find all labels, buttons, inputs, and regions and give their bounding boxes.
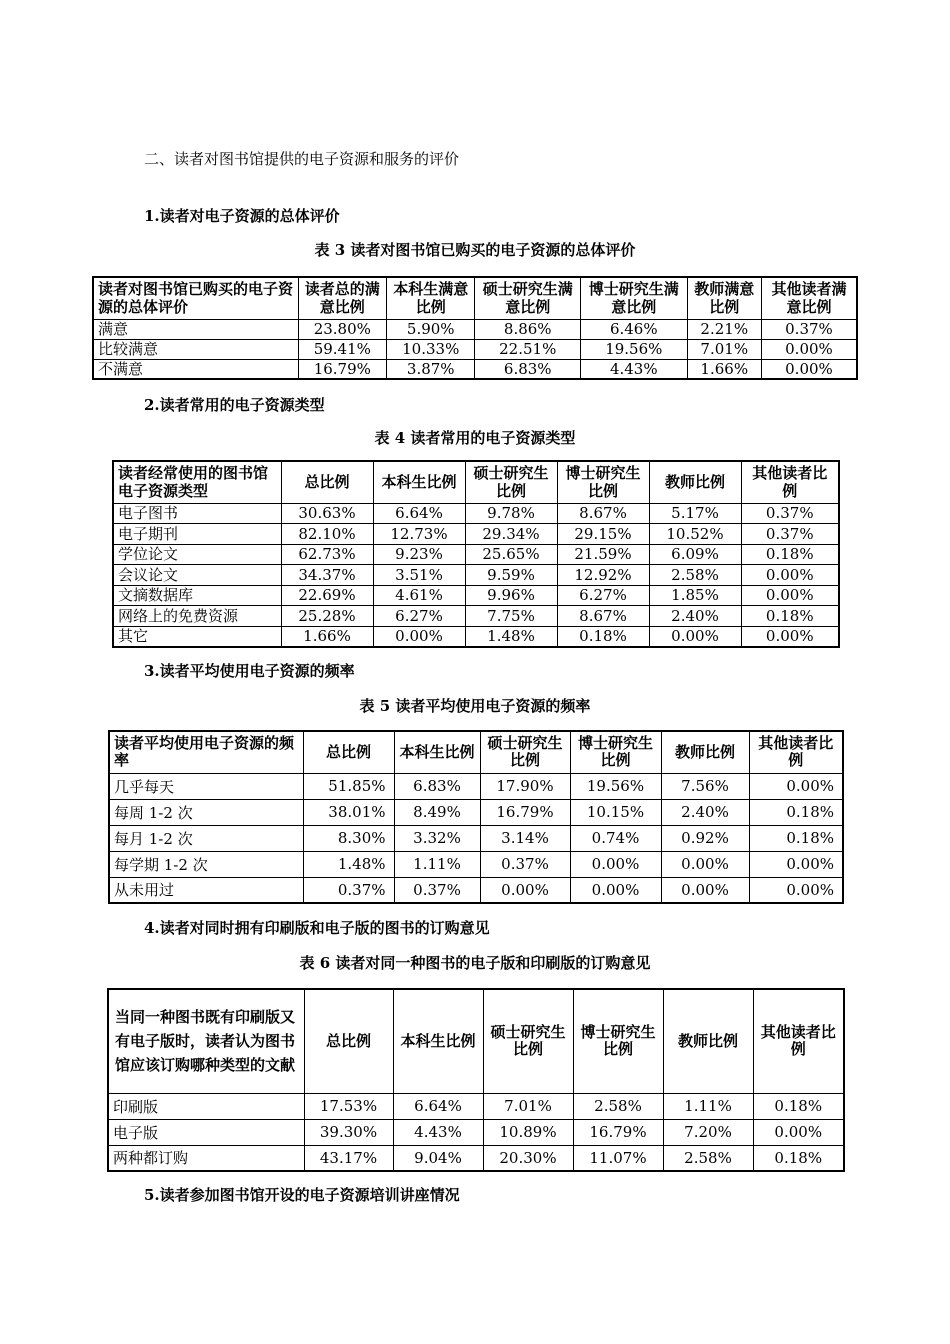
cell: 0.00% xyxy=(761,339,857,359)
table-4 xyxy=(112,460,840,648)
cell: 39.30% xyxy=(304,1119,393,1145)
subheading-3: 3.读者平均使用电子资源的频率 xyxy=(144,662,355,680)
table5-caption: 表 5 读者平均使用电子资源的频率 xyxy=(359,697,591,715)
cell: 3.51% xyxy=(373,565,465,586)
cell: 0.00% xyxy=(480,877,570,903)
cell: 2.40% xyxy=(649,606,741,627)
table-3 xyxy=(92,276,858,380)
cell: 25.28% xyxy=(281,606,373,627)
row-label: 电子期刊 xyxy=(113,524,281,545)
header-cell: 总比例 xyxy=(303,731,394,773)
cell: 0.37% xyxy=(741,524,839,545)
header-cell: 总比例 xyxy=(281,461,373,503)
table-row xyxy=(109,799,843,825)
cell: 21.59% xyxy=(557,544,649,565)
row-label: 电子版 xyxy=(108,1119,304,1145)
cell: 8.30% xyxy=(303,825,394,851)
table3-caption: 表 3 读者对图书馆已购买的电子资源的总体评价 xyxy=(314,241,636,259)
cell: 7.01% xyxy=(483,1093,573,1119)
cell: 11.07% xyxy=(573,1145,663,1171)
row-label: 从未用过 xyxy=(109,877,303,903)
cell: 9.78% xyxy=(465,503,557,524)
cell: 8.86% xyxy=(475,319,581,339)
cell: 0.37% xyxy=(741,503,839,524)
table6-caption: 表 6 读者对同一种图书的电子版和印刷版的订购意见 xyxy=(299,954,651,972)
section-title: 二、读者对图书馆提供的电子资源和服务的评价 xyxy=(144,150,460,168)
table-row xyxy=(109,773,843,799)
header-cell: 教师比例 xyxy=(663,989,753,1093)
cell: 1.11% xyxy=(394,851,480,877)
table-6 xyxy=(107,988,845,1172)
cell: 0.00% xyxy=(570,851,661,877)
row-label: 会议论文 xyxy=(113,565,281,586)
cell: 6.83% xyxy=(394,773,480,799)
cell: 34.37% xyxy=(281,565,373,586)
cell: 59.41% xyxy=(298,339,386,359)
header-cell: 教师比例 xyxy=(649,461,741,503)
header-cell: 博士研究生比例 xyxy=(573,989,663,1093)
header-cell: 其他读者比例 xyxy=(741,461,839,503)
cell: 3.32% xyxy=(394,825,480,851)
cell: 43.17% xyxy=(304,1145,393,1171)
cell: 0.37% xyxy=(480,851,570,877)
cell: 8.49% xyxy=(394,799,480,825)
cell: 6.27% xyxy=(373,606,465,627)
cell: 2.58% xyxy=(663,1145,753,1171)
cell: 3.14% xyxy=(480,825,570,851)
row-label: 满意 xyxy=(93,319,298,339)
cell: 0.18% xyxy=(749,799,843,825)
row-label: 比较满意 xyxy=(93,339,298,359)
table-row xyxy=(93,339,857,359)
table-row xyxy=(93,319,857,339)
header-cell: 博士研究生满意比例 xyxy=(581,277,688,319)
header-cell: 读者总的满意比例 xyxy=(298,277,386,319)
cell: 10.52% xyxy=(649,524,741,545)
subheading-1: 1.读者对电子资源的总体评价 xyxy=(144,207,340,225)
cell: 4.61% xyxy=(373,585,465,606)
header-cell: 其他读者比例 xyxy=(753,989,844,1093)
row-label: 学位论文 xyxy=(113,544,281,565)
table-row xyxy=(113,606,839,627)
header-cell: 其他读者满意比例 xyxy=(761,277,857,319)
cell: 1.85% xyxy=(649,585,741,606)
cell: 25.65% xyxy=(465,544,557,565)
table-row xyxy=(113,626,839,647)
table-row xyxy=(113,524,839,545)
cell: 5.17% xyxy=(649,503,741,524)
cell: 6.64% xyxy=(373,503,465,524)
row-label: 电子图书 xyxy=(113,503,281,524)
cell: 17.53% xyxy=(304,1093,393,1119)
cell: 4.43% xyxy=(393,1119,483,1145)
header-cell: 本科生比例 xyxy=(394,731,480,773)
cell: 0.00% xyxy=(661,851,749,877)
header-cell: 本科生满意比例 xyxy=(387,277,475,319)
cell: 5.90% xyxy=(387,319,475,339)
row-label: 文摘数据库 xyxy=(113,585,281,606)
cell: 4.43% xyxy=(581,359,688,379)
table-row xyxy=(108,1145,844,1171)
cell: 8.67% xyxy=(557,606,649,627)
cell: 51.85% xyxy=(303,773,394,799)
cell: 9.59% xyxy=(465,565,557,586)
cell: 2.58% xyxy=(649,565,741,586)
header-cell: 其他读者比例 xyxy=(749,731,843,773)
cell: 2.58% xyxy=(573,1093,663,1119)
cell: 0.18% xyxy=(741,606,839,627)
cell: 0.00% xyxy=(649,626,741,647)
cell: 16.79% xyxy=(480,799,570,825)
table-row xyxy=(108,1119,844,1145)
table-row xyxy=(113,503,839,524)
cell: 12.92% xyxy=(557,565,649,586)
cell: 1.66% xyxy=(687,359,761,379)
cell: 0.00% xyxy=(741,565,839,586)
cell: 6.83% xyxy=(475,359,581,379)
cell: 6.27% xyxy=(557,585,649,606)
cell: 0.18% xyxy=(749,825,843,851)
cell: 0.00% xyxy=(753,1119,844,1145)
cell: 1.48% xyxy=(465,626,557,647)
header-cell: 硕士研究生比例 xyxy=(483,989,573,1093)
table-row xyxy=(113,565,839,586)
table-5 xyxy=(108,730,844,904)
row-label: 网络上的免费资源 xyxy=(113,606,281,627)
cell: 16.79% xyxy=(298,359,386,379)
cell: 10.15% xyxy=(570,799,661,825)
cell: 0.00% xyxy=(741,585,839,606)
cell: 12.73% xyxy=(373,524,465,545)
cell: 19.56% xyxy=(581,339,688,359)
cell: 29.15% xyxy=(557,524,649,545)
cell: 62.73% xyxy=(281,544,373,565)
table-row xyxy=(109,851,843,877)
row-label: 不满意 xyxy=(93,359,298,379)
header-cell: 本科生比例 xyxy=(373,461,465,503)
header-cell: 总比例 xyxy=(304,989,393,1093)
header-cell: 博士研究生比例 xyxy=(570,731,661,773)
header-cell: 硕士研究生比例 xyxy=(465,461,557,503)
cell: 17.90% xyxy=(480,773,570,799)
cell: 0.00% xyxy=(761,359,857,379)
subheading-5: 5.读者参加图书馆开设的电子资源培训讲座情况 xyxy=(144,1186,460,1204)
header-cell: 读者平均使用电子资源的频率 xyxy=(109,731,303,773)
table-row xyxy=(113,544,839,565)
header-cell: 本科生比例 xyxy=(393,989,483,1093)
table-row xyxy=(109,877,843,903)
cell: 22.69% xyxy=(281,585,373,606)
row-label: 印刷版 xyxy=(108,1093,304,1119)
cell: 38.01% xyxy=(303,799,394,825)
row-label: 其它 xyxy=(113,626,281,647)
cell: 2.40% xyxy=(661,799,749,825)
cell: 0.37% xyxy=(761,319,857,339)
cell: 0.37% xyxy=(303,877,394,903)
table-row xyxy=(93,359,857,379)
cell: 7.01% xyxy=(687,339,761,359)
subheading-4: 4.读者对同时拥有印刷版和电子版的图书的订购意见 xyxy=(144,919,490,937)
table4-caption: 表 4 读者常用的电子资源类型 xyxy=(374,429,576,447)
cell: 0.00% xyxy=(373,626,465,647)
cell: 0.18% xyxy=(557,626,649,647)
cell: 6.09% xyxy=(649,544,741,565)
header-cell: 博士研究生比例 xyxy=(557,461,649,503)
cell: 19.56% xyxy=(570,773,661,799)
cell: 8.67% xyxy=(557,503,649,524)
table-row xyxy=(113,585,839,606)
cell: 1.48% xyxy=(303,851,394,877)
cell: 9.04% xyxy=(393,1145,483,1171)
cell: 7.56% xyxy=(661,773,749,799)
cell: 7.20% xyxy=(663,1119,753,1145)
cell: 6.64% xyxy=(393,1093,483,1119)
cell: 3.87% xyxy=(387,359,475,379)
cell: 0.18% xyxy=(741,544,839,565)
cell: 0.00% xyxy=(570,877,661,903)
cell: 0.18% xyxy=(753,1145,844,1171)
row-label: 每周 1-2 次 xyxy=(109,799,303,825)
cell: 0.00% xyxy=(749,773,843,799)
cell: 6.46% xyxy=(581,319,688,339)
cell: 0.00% xyxy=(741,626,839,647)
header-cell: 硕士研究生比例 xyxy=(480,731,570,773)
cell: 7.75% xyxy=(465,606,557,627)
cell: 10.89% xyxy=(483,1119,573,1145)
cell: 23.80% xyxy=(298,319,386,339)
row-label: 每月 1-2 次 xyxy=(109,825,303,851)
row-label: 几乎每天 xyxy=(109,773,303,799)
header-cell: 教师满意比例 xyxy=(687,277,761,319)
table-row xyxy=(108,1093,844,1119)
cell: 9.23% xyxy=(373,544,465,565)
cell: 20.30% xyxy=(483,1145,573,1171)
row-label: 每学期 1-2 次 xyxy=(109,851,303,877)
header-cell: 教师比例 xyxy=(661,731,749,773)
header-cell: 硕士研究生满意比例 xyxy=(475,277,581,319)
row-label: 两种都订购 xyxy=(108,1145,304,1171)
cell: 22.51% xyxy=(475,339,581,359)
cell: 0.00% xyxy=(749,877,843,903)
cell: 0.74% xyxy=(570,825,661,851)
cell: 0.37% xyxy=(394,877,480,903)
table-row xyxy=(109,825,843,851)
header-cell: 读者对图书馆已购买的电子资源的总体评价 xyxy=(93,277,298,319)
cell: 0.92% xyxy=(661,825,749,851)
cell: 0.18% xyxy=(753,1093,844,1119)
subheading-2: 2.读者常用的电子资源类型 xyxy=(144,396,325,414)
cell: 29.34% xyxy=(465,524,557,545)
cell: 9.96% xyxy=(465,585,557,606)
cell: 10.33% xyxy=(387,339,475,359)
cell: 1.11% xyxy=(663,1093,753,1119)
cell: 30.63% xyxy=(281,503,373,524)
header-cell: 读者经常使用的图书馆电子资源类型 xyxy=(113,461,281,503)
cell: 82.10% xyxy=(281,524,373,545)
cell: 0.00% xyxy=(749,851,843,877)
cell: 0.00% xyxy=(661,877,749,903)
header-cell: 当同一种图书既有印刷版又有电子版时，读者认为图书馆应该订购哪种类型的文献 xyxy=(108,989,304,1093)
cell: 2.21% xyxy=(687,319,761,339)
cell: 1.66% xyxy=(281,626,373,647)
cell: 16.79% xyxy=(573,1119,663,1145)
